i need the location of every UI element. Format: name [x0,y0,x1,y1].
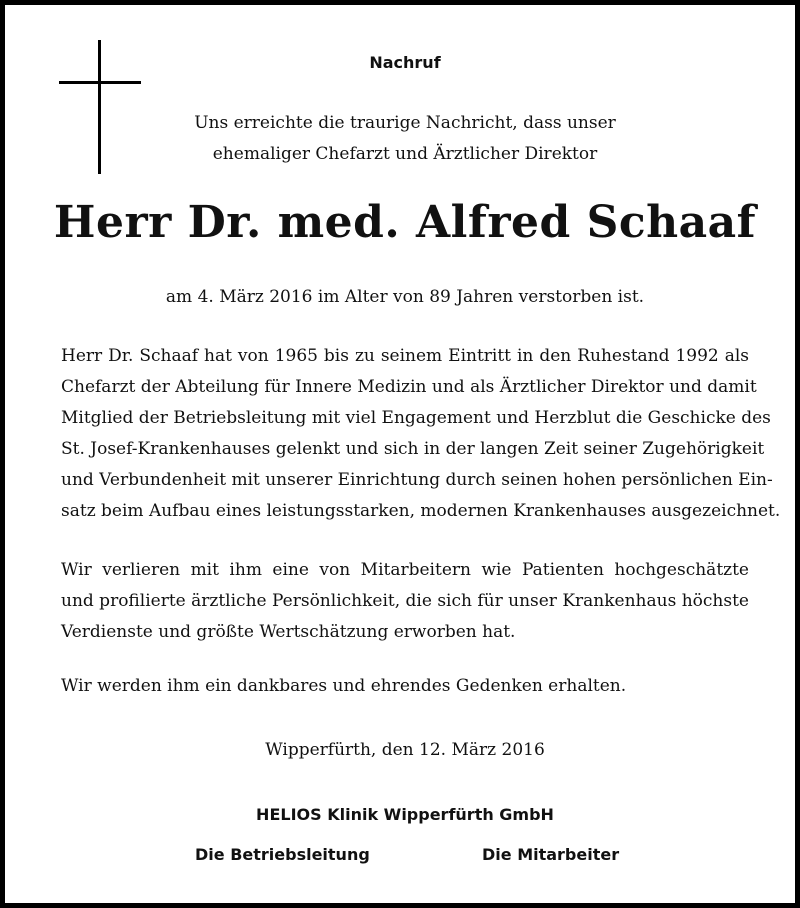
text-line: und Verbundenheit mit unserer Einrichtung durch seinen hohen persönlichen Ein- [61,470,773,490]
paragraph-remembrance [61,671,749,702]
intro-line: ehemaliger Chefarzt und Ärztlicher Direktor [212,144,598,164]
signature-staff: Die Mitarbeiter [482,845,620,864]
text-line: Wir verlieren mit ihm eine von Mitarbeitern wie Patienten hochgeschätzte [61,560,749,580]
intro-text [5,108,800,170]
paragraph-tribute [61,341,781,527]
signature-management: Die Betriebsleitung [195,845,370,864]
intro-line: Uns erreichte die traurige Nachricht, dass unser [194,113,616,133]
text-line: Wir werden ihm ein dankbares und ehrendes Gedenken erhalten. [61,676,627,696]
text-line: satz beim Aufbau eines leistungsstarken, modernen Krankenhauses ausgezeichnet. [61,501,781,521]
company-name: HELIOS Klinik Wipperfürth GmbH [256,805,554,824]
death-date-line: am 4. März 2016 im Alter von 89 Jahren verstorben ist. [165,287,645,307]
place-date: Wipperfürth, den 12. März 2016 [265,740,545,760]
paragraph-loss [61,555,749,648]
text-line: und profilierte ärztliche Persönlichkeit, die sich für unser Krankenhaus höchste [61,591,749,611]
text-line: Verdienste und größte Wertschätzung erworben hat. [61,622,516,642]
text-line: Chefarzt der Abteilung für Innere Medizin und als Ärztlicher Direktor und damit [61,377,757,397]
text-line: Herr Dr. Schaaf hat von 1965 bis zu seinem Eintritt in den Ruhestand 1992 als [61,346,749,366]
text-line: Mitglied der Betriebsleitung mit viel Engagement und Herzblut die Geschicke des [61,408,771,428]
text-line: St. Josef-Krankenhauses gelenkt und sich in der langen Zeit seiner Zugehörigkeit [61,439,765,459]
notice-heading: Nachruf [369,53,441,72]
deceased-name: Herr Dr. med. Alfred Schaaf [53,197,757,248]
